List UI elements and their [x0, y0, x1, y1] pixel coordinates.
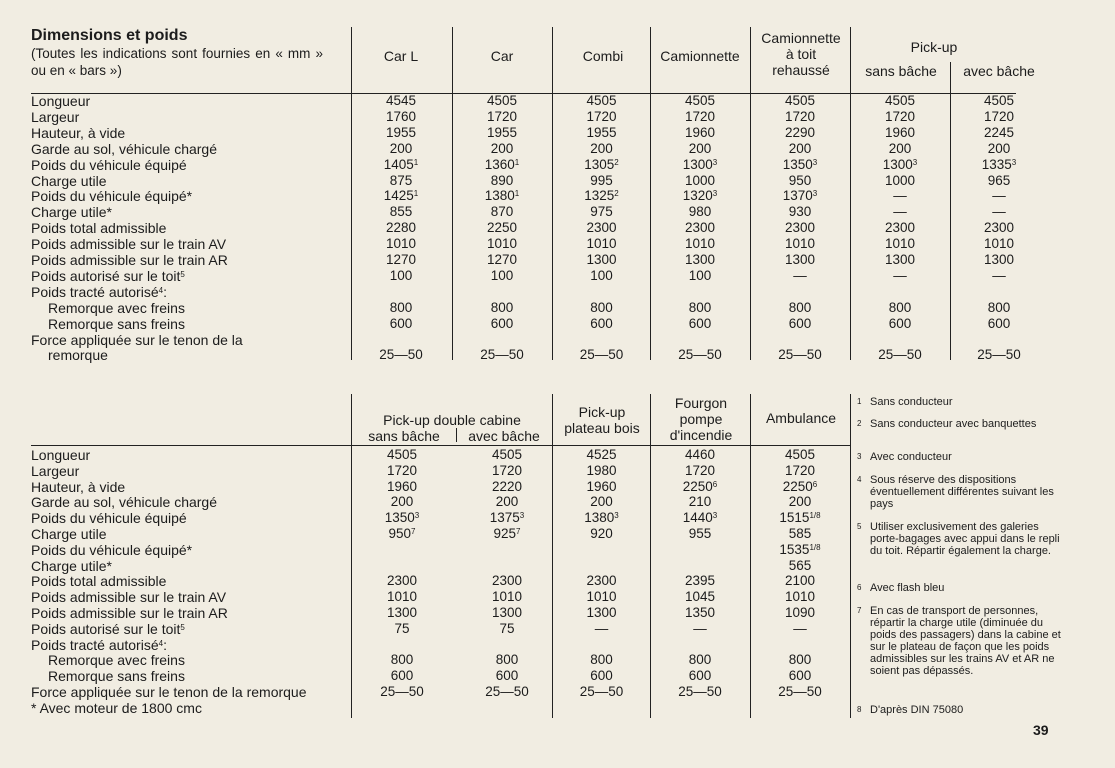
t2-cell: 25—50 [778, 684, 822, 699]
t2-cell: 1300 [491, 605, 523, 620]
t1-cell: 800 [490, 299, 514, 315]
table2-header-rule [31, 445, 850, 446]
t1-cell: 1720 [684, 108, 716, 124]
t2-cell: 1960 [586, 478, 617, 494]
t2-cell: 600 [688, 668, 712, 684]
footnote-mark: 8 [857, 705, 862, 714]
t2-cell: 600 [390, 668, 414, 684]
t1-cell: 975 [590, 204, 613, 220]
footnote-mark: 4 [857, 475, 862, 484]
t2-row-label: Longueur [31, 447, 91, 463]
t2-cell: 2395 [684, 573, 716, 589]
t1-cell: 1300 [784, 252, 816, 267]
t2-row-label: Poids total admissible [31, 573, 167, 590]
t1-cell: — [893, 267, 907, 283]
t1-cell: 1010 [486, 236, 518, 252]
t1-cell: 1270 [486, 252, 518, 267]
page-title: Dimensions et poids [31, 27, 188, 44]
footnote-text: D'après DIN 75080 [870, 704, 964, 716]
t2-cell: 1300 [586, 605, 617, 620]
t1-row-label: Poids admissible sur le train AV [31, 236, 227, 253]
t1-cell: 1955 [586, 124, 617, 140]
t2-cell: 210 [688, 494, 712, 510]
t1-cell: 600 [389, 315, 413, 331]
footnote-text: Sous réserve des dispositions éventuellement différentes suivant les pays [870, 474, 1054, 510]
t1-cell: 200 [788, 140, 812, 156]
t2-cell: 200 [590, 494, 613, 510]
t2-cell: 1090 [784, 605, 816, 620]
t2-cell: 1010 [491, 589, 523, 605]
t2-header-plateau: Pick-up plateau bois [564, 404, 640, 436]
t2-cell: 1980 [586, 462, 617, 478]
t1-cell: 25—50 [878, 347, 922, 363]
t1-cell: 25—50 [977, 347, 1021, 363]
t2-row-label: Largeur [31, 462, 80, 479]
t2-cell: — [594, 620, 609, 636]
t1-cell: 1325$^2$ [584, 188, 619, 204]
t2-cell: 600 [590, 668, 613, 684]
t2-cell: 25—50 [380, 684, 424, 699]
t1-cell: 870 [490, 204, 514, 220]
t2-col-rule [850, 394, 851, 718]
footnote-mark: 3 [857, 452, 862, 461]
t2-cell: 600 [495, 668, 519, 684]
t1-cell: 200 [688, 140, 712, 156]
t1-row-label: Force appliquée sur le tenon de la [31, 331, 243, 348]
t1-header-combi: Combi [582, 48, 624, 64]
t1-row-label: Remorque sans freins [48, 315, 185, 332]
t2-cell: 1010 [386, 589, 418, 605]
footnote-mark: 7 [857, 606, 862, 615]
t1-cell: 800 [389, 299, 413, 315]
t1-cell: 950 [788, 172, 812, 188]
t2-row-label: Poids du véhicule équipé* [31, 541, 193, 558]
t2-cell: 2250$^6$ [682, 478, 718, 494]
t1-cell: 1010 [385, 236, 417, 252]
t1-cell: 2280 [385, 220, 417, 236]
page-number: 39 [1033, 722, 1049, 738]
t2-cell: 1350$^3$ [384, 510, 420, 526]
t2-cell: 2300 [586, 573, 617, 589]
t2-cell: 1045 [684, 589, 716, 605]
t2-cell: $1515^{1/8}$ [779, 510, 821, 526]
t2-cell: 4505 [784, 447, 816, 462]
t1-cell: 2300 [884, 220, 916, 236]
t1-header-camionnette-toit: Camionnette à toit rehaussé [761, 30, 841, 78]
t1-cell: 200 [590, 140, 613, 156]
footnote-mark: 1 [857, 397, 862, 406]
t1-cell: 800 [987, 299, 1011, 315]
t1-cell: — [992, 204, 1006, 220]
t1-cell: — [893, 188, 907, 204]
t1-cell: 4505 [486, 93, 518, 108]
t1-cell: 100 [688, 267, 712, 283]
t1-row-label: remorque [48, 347, 108, 364]
t1-cell: 930 [788, 204, 812, 220]
t1-cell: — [793, 267, 807, 283]
t1-cell: 800 [788, 299, 812, 315]
t1-cell: 1405$^1$ [383, 156, 419, 172]
t2-row-label: Poids admissible sur le train AR [31, 605, 228, 621]
footnote-mark: 2 [857, 419, 862, 428]
t1-cell: 1300$^3$ [682, 156, 718, 172]
t1-cell: 1320$^3$ [682, 188, 718, 204]
t1-cell: 1960 [884, 124, 916, 140]
t1-cell: 875 [389, 172, 413, 188]
t1-cell: 1720 [784, 108, 816, 124]
t1-cell: 1010 [684, 236, 716, 252]
t1-cell: 1760 [385, 108, 417, 124]
footnote-text: Avec flash bleu [870, 582, 945, 594]
t1-cell: 25—50 [480, 347, 524, 363]
t1-cell: 4545 [385, 93, 417, 108]
t2-cell: 200 [495, 494, 519, 510]
t1-cell: 2300 [784, 220, 816, 236]
t1-header-camionnette: Camionnette [660, 48, 740, 64]
t1-cell: 1955 [486, 124, 518, 140]
t1-cell: 200 [389, 140, 413, 156]
t1-row-label: Poids autorisé sur le toit$^5$ [31, 267, 185, 284]
t1-row-label: Hauteur, à vide [31, 124, 126, 141]
t1-cell: 4505 [983, 93, 1015, 108]
t1-cell: 995 [590, 172, 613, 188]
footnote-text: En cas de transport de personnes, répartir la charge utile (diminuée du poids des passagers) dans la cabine et sur le plateau de façon que les poids admissibles sur les trains AV et AR ne soient pas dépassés. [870, 605, 1061, 677]
t1-cell: 1425$^1$ [383, 188, 419, 204]
footnote-text: Sans conducteur [870, 396, 953, 408]
t1-cell: 1370$^3$ [782, 188, 818, 204]
t1-cell: 1360$^1$ [484, 156, 520, 172]
t2-header-double-sans: sans bâche [368, 428, 440, 444]
t1-row-label: Longueur [31, 93, 91, 109]
t1-cell: 1300$^3$ [882, 156, 918, 172]
t1-cell: — [992, 188, 1006, 204]
t1-cell: 1010 [784, 236, 816, 252]
t2-header-double-avec: avec bâche [468, 428, 540, 444]
t2-row-label: Remorque avec freins [48, 652, 185, 669]
t2-cell: $1535^{1/8}$ [779, 541, 821, 557]
t2-cell: 75 [499, 620, 515, 636]
t1-cell: 200 [888, 140, 912, 156]
t1-cell: 965 [987, 172, 1011, 188]
t2-cell: 75 [394, 620, 410, 636]
t2-cell: 920 [590, 526, 613, 541]
t2-sub-rule [456, 428, 457, 442]
t2-cell: 1350 [684, 605, 716, 620]
t1-row-label: Poids tracté autorisé$^4$: [31, 283, 167, 300]
t1-cell: 2300 [586, 220, 617, 236]
t1-cell: 25—50 [778, 347, 822, 363]
t2-row-label: Poids autorisé sur le toit$^5$ [31, 620, 185, 637]
t1-cell: 1305$^2$ [584, 156, 619, 172]
t2-cell: 565 [788, 557, 812, 573]
t2-cell: 2300 [386, 573, 418, 589]
t1-cell: 200 [490, 140, 514, 156]
t2-cell: 2100 [784, 573, 816, 589]
t1-cell: 2300 [684, 220, 716, 236]
t1-row-label: Poids total admissible [31, 220, 167, 237]
t2-cell: 1380$^3$ [584, 510, 619, 526]
t1-cell: 800 [888, 299, 912, 315]
t1-cell: 1960 [684, 124, 716, 140]
t2-cell: $925^7$ [493, 526, 521, 541]
t1-cell: 1335$^3$ [981, 156, 1017, 172]
t2-cell: 4505 [491, 447, 523, 462]
t2-cell: 2250$^6$ [782, 478, 818, 494]
t1-cell: 25—50 [579, 347, 624, 363]
t1-cell: 1955 [385, 124, 417, 140]
t1-cell: 100 [490, 267, 514, 283]
t2-cell: 200 [788, 494, 812, 510]
t1-cell: 800 [688, 299, 712, 315]
t1-cell: 1010 [586, 236, 617, 252]
t1-row-label: Largeur [31, 108, 80, 125]
t2-cell: 585 [788, 526, 812, 541]
t1-cell: 4505 [784, 93, 816, 108]
t1-row-label: Garde au sol, véhicule chargé [31, 140, 217, 157]
t2-header-ambulance: Ambulance [765, 410, 837, 426]
t1-cell: 1720 [486, 108, 518, 124]
t2-cell: 800 [788, 652, 812, 668]
t1-cell: 980 [688, 204, 712, 220]
t1-row-label: Poids du véhicule équipé* [31, 188, 193, 205]
footnote-text: Avec conducteur [870, 451, 952, 463]
t1-cell: 2300 [983, 220, 1015, 236]
t2-row-label: Garde au sol, véhicule chargé [31, 494, 217, 511]
t2-cell: 800 [495, 652, 519, 668]
t1-cell: 2245 [983, 124, 1015, 140]
t2-row-label: Hauteur, à vide [31, 478, 126, 495]
t1-cell: 4505 [684, 93, 716, 108]
t1-cell: — [893, 204, 907, 220]
t1-cell: 600 [788, 315, 812, 331]
t1-cell: 800 [590, 299, 613, 315]
t1-cell: 1300 [884, 252, 916, 267]
t1-cell: 1300 [684, 252, 716, 267]
t1-row-label: Poids admissible sur le train AR [31, 252, 228, 268]
t2-cell: 1720 [784, 462, 816, 478]
t2-cell: 2220 [491, 478, 523, 494]
t2-cell: 2300 [491, 573, 523, 589]
t1-cell: 1380$^1$ [484, 188, 520, 204]
t1-cell: 1720 [586, 108, 617, 124]
t2-cell: 800 [688, 652, 712, 668]
t1-cell: 1350$^3$ [782, 156, 818, 172]
t1-cell: 1300 [983, 252, 1015, 267]
t2-cell: $950^7$ [388, 526, 416, 541]
t1-row-label: Charge utile* [31, 204, 112, 221]
t2-cell: 4505 [386, 447, 418, 462]
t2-row-label: Charge utile* [31, 557, 112, 574]
t1-row-label: Poids du véhicule équipé [31, 156, 187, 173]
t1-header-car: Car [490, 48, 514, 64]
t2-row-label: Poids admissible sur le train AV [31, 589, 227, 606]
t1-cell: 4505 [586, 93, 617, 108]
t2-cell: 1720 [684, 462, 716, 478]
t1-cell: 2290 [784, 124, 816, 140]
t2-cell: 800 [390, 652, 414, 668]
t1-header-pickup-avec: avec bâche [963, 63, 1035, 79]
t2-cell: 1300 [386, 605, 418, 620]
t1-cell: 1720 [884, 108, 916, 124]
page-subtitle: (Toutes les indications sont fournies en « mm » ou en « bars ») [31, 46, 323, 78]
t2-cell: 25—50 [485, 684, 529, 699]
t1-cell: 1010 [884, 236, 916, 252]
t1-header-pickup: Pick-up [910, 39, 958, 55]
t1-cell: 1000 [884, 172, 916, 188]
t1-cell: 855 [389, 204, 413, 220]
t1-cell: — [992, 267, 1006, 283]
t2-row-label: Remorque sans freins [48, 668, 185, 685]
t1-cell: 100 [389, 267, 413, 283]
footnote-text: Utiliser exclusivement des galeries porte-bagages avec appui dans le repli du toit. Répartir également la charge. [870, 521, 1060, 557]
t2-header-double: Pick-up double cabine [383, 412, 521, 428]
t2-cell: 1960 [386, 478, 418, 494]
t1-cell: 25—50 [678, 347, 722, 363]
t1-header-car-l: Car L [383, 48, 419, 64]
t2-cell: 1010 [586, 589, 617, 605]
t2-row-label: * Avec moteur de 1800 cmc [31, 699, 202, 716]
t2-row-label: Force appliquée sur le tenon de la remorque [31, 684, 307, 700]
footnote-mark: 6 [857, 583, 862, 592]
t2-cell: — [693, 620, 707, 636]
t1-cell: 600 [590, 315, 613, 331]
t1-cell: 600 [688, 315, 712, 331]
t2-cell: 4460 [684, 447, 716, 462]
t2-cell: 4525 [586, 447, 617, 462]
footnote-mark: 5 [857, 522, 862, 531]
t2-cell: — [793, 620, 807, 636]
t1-cell: 2250 [486, 220, 518, 236]
t2-cell: 1375$^3$ [489, 510, 525, 526]
t1-cell: 1720 [983, 108, 1015, 124]
t1-cell: 600 [888, 315, 912, 331]
t1-cell: 1270 [385, 252, 417, 267]
t1-cell: 1000 [684, 172, 716, 188]
t2-cell: 1010 [784, 589, 816, 605]
t2-header-fourgon: Fourgon pompe d'incendie [669, 395, 733, 443]
t2-cell: 25—50 [579, 684, 624, 699]
t1-cell: 600 [987, 315, 1011, 331]
t2-row-label: Poids du véhicule équipé [31, 510, 187, 527]
footnote-text: Sans conducteur avec banquettes [870, 418, 1037, 430]
t1-cell: 600 [490, 315, 514, 331]
t2-cell: 800 [590, 652, 613, 668]
t1-header-pickup-sans: sans bâche [865, 63, 937, 79]
t2-cell: 25—50 [678, 684, 722, 699]
t2-cell: 200 [390, 494, 414, 510]
t2-cell: 1440$^3$ [682, 510, 718, 526]
t2-cell: 955 [688, 526, 712, 541]
t2-row-label: Poids tracté autorisé$^4$: [31, 636, 167, 653]
t2-cell: 1720 [386, 462, 418, 478]
t1-cell: 1010 [983, 236, 1015, 252]
t1-cell: 4505 [884, 93, 916, 108]
t1-cell: 1300 [586, 252, 617, 267]
t1-row-label: Charge utile [31, 172, 107, 189]
t2-row-label: Charge utile [31, 526, 107, 542]
t1-cell: 890 [490, 172, 514, 188]
t2-cell: 1720 [491, 462, 523, 478]
t1-cell: 200 [987, 140, 1011, 156]
t2-cell: 600 [788, 668, 812, 684]
t1-cell: 25—50 [379, 347, 423, 363]
t1-row-label: Remorque avec freins [48, 299, 185, 316]
t1-cell: 100 [590, 267, 613, 283]
